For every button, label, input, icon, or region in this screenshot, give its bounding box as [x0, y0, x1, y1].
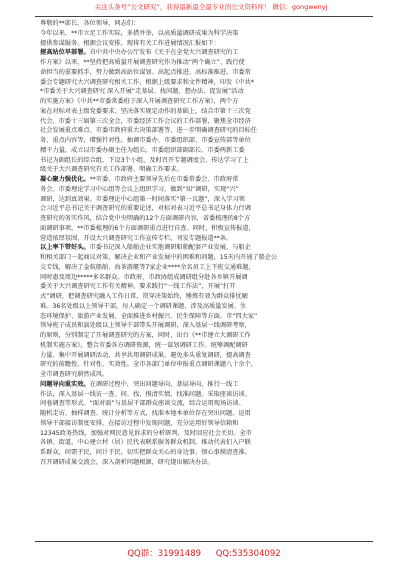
text-line: 面调研事项，**市委梳理的6个方面调研重点进行自查。同时，积极宣传报道， — [40, 224, 255, 232]
text-line: 营造浓厚氛围，开设大兴调查研究工作宣传专栏，刊发专题报道**条。 — [40, 234, 233, 242]
text-line: 级关于大兴调查研究有关工作部署，明确工作要求。 — [40, 166, 183, 174]
text-line: 难。36名处级以上领导干部，每人确定一个调研课题，涉及高质量发展、生 — [40, 302, 247, 310]
text-line: 全市调查研究蔚然成风。 — [40, 371, 109, 378]
text-line: 同时惠及周边*****多名群众。市政府、市政协组成调研组分赴各乡镇开展调 — [40, 273, 248, 281]
footer-qq: QQ:535304092 — [215, 549, 281, 559]
text-line: 态环境保护、旅游产业发展、全面推进乡村振兴、民生保障等方面。市“四大家” — [40, 312, 258, 320]
text-line: 系群众，问需于民，问计于民，切实把群众关心的身边事、烦心事摸清查准。 — [40, 449, 251, 456]
header-banner: 关注头条号“公文研究”，获得最新最全最专业的公文资料库！ 微信：gongwenyj — [94, 3, 328, 11]
text-line: 召开调研成果交流会，深入剖析问题根源，研究提出解决办法。 — [40, 458, 214, 466]
line-text: **市委、市政府主要领导先后在市委常委会、市政府常 — [89, 176, 239, 183]
text-line: 的实施方案》《中共**市委常委班子深入开展调查研究工作方案》，两个方 — [40, 98, 239, 105]
text-line: 会习近平总书记关于调查研究的重要论述，对标对表习近平总书记身体力行调 — [40, 205, 251, 213]
text-line: 问卷调查等形式。“面对面”与基层干部群众座谈交流，综合运用现场访谈、 — [40, 400, 245, 408]
text-line: 研究的前瞻性、针对性、实效性。全市各部门单位申报重点调研课题八十余个， — [40, 361, 257, 369]
text-line: 提供参谋服务。根据会议安排，现将有关工作进展情况汇报如下： — [40, 39, 220, 47]
footer-divider — [35, 541, 373, 542]
text-line: 12345政务热线，加强对网民意见诉求的分析研判，及时回应社会关切。全市 — [40, 429, 252, 437]
line-text: 在调研过程中，突出问题导向，基层导向，推行一线工 — [89, 380, 239, 388]
footer — [0, 547, 408, 561]
text-line: 务、重点内容等，增强针对性。抽调市委办、市委组织部、市委宣传部等单位 — [40, 137, 251, 144]
line-text: 市委书记深入船舶企业实地调研船舶配套产业发展，与船企 — [89, 244, 251, 252]
text-line: 委关于大兴调查研究工作有关精神。要求践行“一线工作法”，开展“打开 — [40, 283, 236, 291]
text-line: 精干力量，成立以市委办副主任为组长，市委组织部副部长、市委两新工委 — [40, 146, 245, 154]
section-heading: 以上率下带好头。 — [40, 244, 90, 252]
text-line: 查研究的务实作风，结合党中央明确的12个方面调研内容，省委梳理的8个方 — [40, 215, 251, 222]
header-divider — [35, 16, 373, 17]
text-line: 务会、市委理论学习中心组等会议上组织学习，做到“知”调研，实现“兴” — [40, 185, 239, 193]
text-line: 随机走访、抽样调查、统计分析等方式，找准本地本单位存在突出问题。运用 — [40, 410, 251, 417]
section-heading: 凝心聚力强优化。 — [40, 176, 90, 183]
text-line: 领导干部接访制度安排，在接访过程中发现问题，充分运用好领导信箱和 — [40, 419, 239, 427]
text-line: 调研，达到真效果。市委理论中心组第一时间落实“第一议题”，深入学习领 — [40, 195, 245, 203]
line-text: 自中共中央办公厅发布《关于在全党大兴调查研究的工 — [89, 49, 239, 57]
text-line: 代会、市委十三届第三次全会，市委经济工作会议的工作部署，聚焦全市经济 — [40, 117, 251, 125]
text-line: 尊敬的**部长，各位领导，同志们： — [40, 20, 140, 27]
text-line — [40, 380, 370, 390]
text-line: 案在对标对表上级党委要求、坚决落实规定动作的基础上，结合市第十三次党 — [40, 107, 251, 115]
text-line: 作法，深入基层一线访一查、问、找、摸清实情，找准问题。采取座谈访谈、 — [40, 390, 251, 398]
text-line: 委会专题研究大兴调查研究相关工作，根据上级要求和文件精神，印发《中共* — [40, 78, 254, 86]
text-line: 交专线，解决了金航船舶、海茶游艇等7家企业****余名员工上下班交通难题， — [40, 263, 255, 271]
text-line: 社会发展重点难点、市委市政府重大决策部署等，进一步明确调查研究的目标任 — [40, 127, 257, 135]
text-line: 作方案》以来，**坚持把高质量开展调查研究作为推动“两个确立”、践行使 — [40, 59, 245, 66]
text-line — [40, 243, 370, 253]
text-line: 力量、集中开展调研活动，共享共用调研成果，避免多头重复调研，提高调查 — [40, 351, 251, 359]
text-line: 式”调研，把调查研究融入工作日常，贯穿决策始终，锤炼有效为群众排忧解 — [40, 293, 248, 300]
text-line: 各镇、街道，中心建立村（居）民代表联系服务群众机制，推动代表们入户联 — [40, 439, 251, 447]
text-line: 命担当的重要抓手，努力做到高站位谋划、高起点推进、高标准推进。市委常 — [40, 68, 251, 76]
text-line: 书记为副组长的综合组，下设3个小组，及时召开专题调度会，传达学习了上 — [40, 156, 249, 164]
section-heading: 问题导向重实效。 — [40, 380, 90, 388]
text-line: 机制实施方案》，整合市委各方调研资源，统一谋划调研工作。统筹调配调研 — [40, 341, 248, 349]
text-line: 今年以来，**市立足工作实际，多措并举，以高质量调研成果为科学决策 — [40, 29, 239, 37]
text-line: 和相关部门一起商议对策，解决企业和产业发展中的困难和问题，15天内开通了船企公 — [40, 254, 278, 261]
text-line: 领导班子成员和县处级以上领导干部带头开展调研，深入基层一线调研考察， — [40, 322, 251, 330]
text-line: *市委关于大兴调查研究 深入开展“走基层、找问题、想办法、促发展”活动 — [40, 88, 244, 96]
text-line: 的原则，分别制定了开展调查研究的方案，同时，出台《**市建立大调研工作 — [40, 332, 251, 339]
section-heading: 提高站位早部署。 — [40, 49, 90, 57]
footer-qq-group: QQ群：31991489 — [127, 549, 202, 559]
document-body — [40, 19, 370, 538]
text-line — [40, 175, 370, 185]
text-line — [40, 48, 370, 58]
